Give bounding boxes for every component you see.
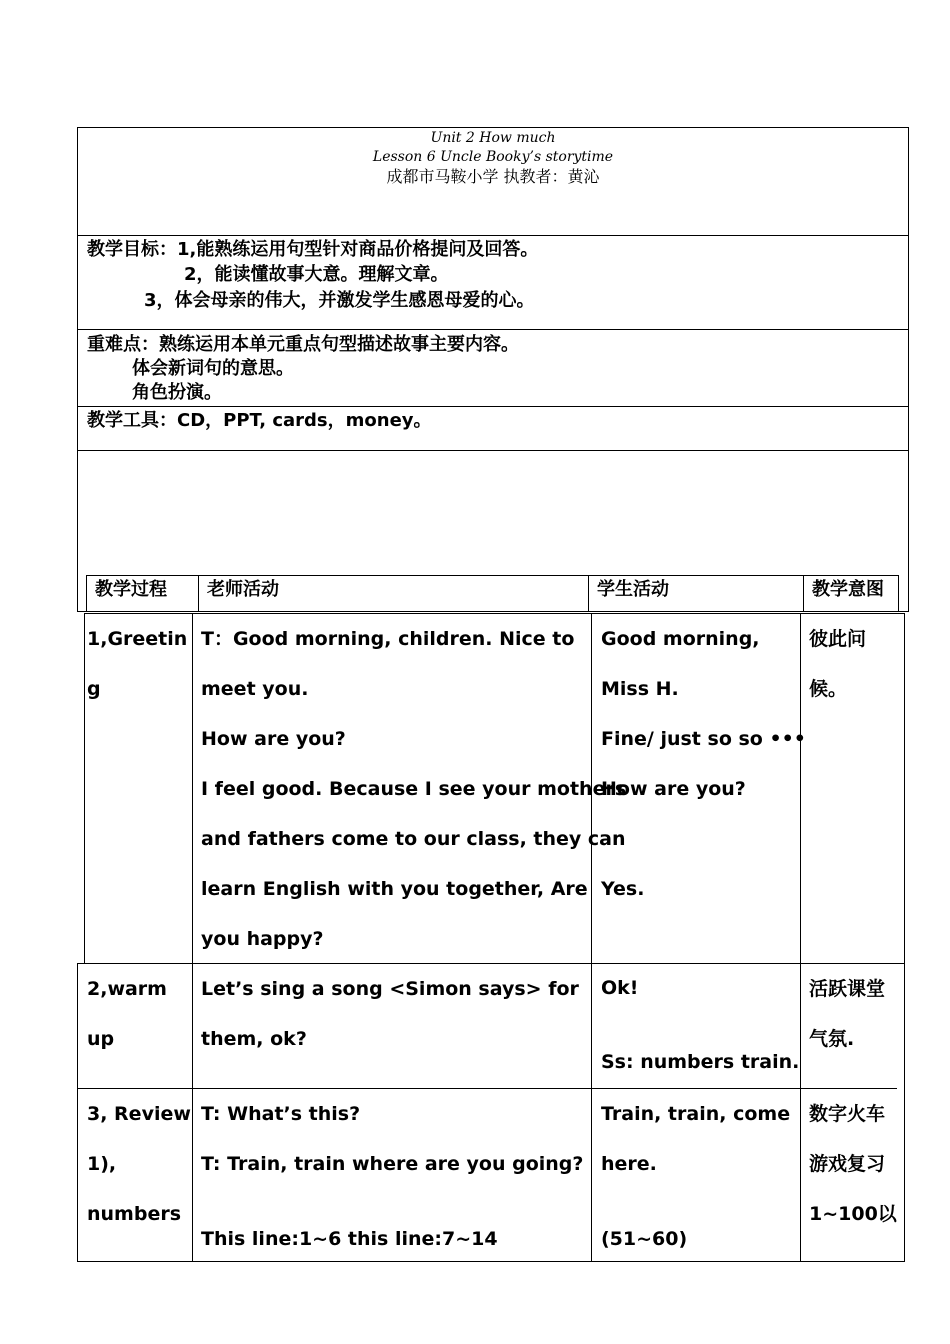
school-teacher-line: 成都市马鞍小学 执教者：黄沁 [386, 167, 600, 186]
key-point-line-1: 重难点：熟练运用本单元重点句型描述故事主要内容。 [87, 334, 519, 355]
table-row-2-intent: 活跃课堂 气氛. [809, 978, 886, 1050]
header-teacher: 老师活动 [207, 579, 279, 600]
tools-line: 教学工具：CD，PPT, cards，money。 [87, 410, 432, 431]
unit-title: Unit 2 How much [430, 130, 556, 146]
table-row-3-process: 3, Review 1), numbers [87, 1103, 191, 1225]
objectives-block [77, 235, 909, 330]
header-block [77, 127, 909, 236]
table-row-1-student: Good morning, Miss H. Fine/ just so so ••• How are you? Yes. [601, 628, 806, 900]
tools-block [77, 406, 909, 451]
table-row-1-teacher: T：Good morning, children. Nice to meet you. How are you? I feel good. Because I see your mothers and fathers come to our class, they can learn English with you together, Are you happy? [201, 628, 627, 950]
key-point-line-3: 角色扮演。 [132, 382, 222, 403]
key-point-line-2: 体会新词句的意思。 [132, 358, 294, 379]
header-student: 学生活动 [597, 579, 669, 600]
key-points-block [77, 329, 909, 407]
table-row-2-teacher: Let’s sing a song <Simon says> for them, ok? [201, 978, 579, 1050]
objective-line-2: 2，能读懂故事大意。理解文章。 [184, 264, 449, 285]
table-row-3-student: Train, train, come here. (51~60) [601, 1103, 791, 1250]
objective-line-1: 教学目标：1,能熟练运用句型针对商品价格提问及回答。 [87, 239, 539, 260]
lesson-title: Lesson 6 Uncle Booky’s storytime [372, 149, 614, 165]
header-intent: 教学意图 [812, 579, 884, 600]
table-row-2-process: 2,warm up [87, 978, 167, 1050]
table-row-2-student: Ok! Ss: numbers train. [601, 977, 800, 1073]
table-row-3-intent: 数字火车 游戏复习 1~100以 [809, 1103, 897, 1225]
table-row-1-process: 1,Greetin g [87, 628, 188, 700]
table-row-3-teacher: T: What’s this? T: Train, train where are you going? This line:1~6 this line:7~14 [201, 1103, 584, 1250]
objective-line-3: 3，体会母亲的伟大，并激发学生感恩母爱的心。 [144, 290, 535, 311]
table-row-1-intent: 彼此问 候。 [809, 628, 867, 700]
header-process: 教学过程 [95, 579, 167, 600]
